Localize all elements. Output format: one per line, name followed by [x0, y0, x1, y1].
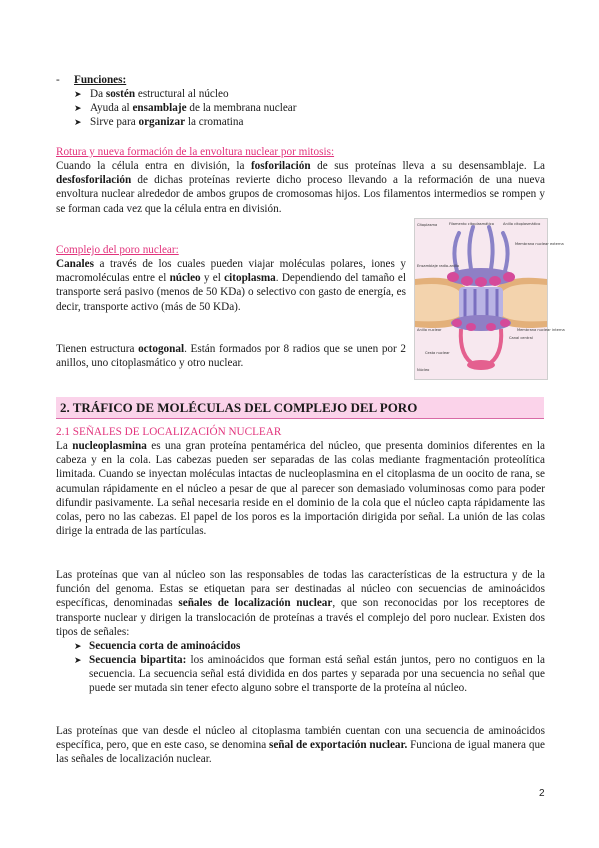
nuclear-pore-figure [414, 218, 565, 380]
page-number: 2 [539, 788, 545, 799]
arrow-bullet-icon: ➤ [74, 117, 82, 127]
figure-label: Cesta nuclear [425, 351, 450, 355]
list-item [74, 639, 545, 653]
list-item-text: Da sostén estructural al núcleo [90, 88, 229, 100]
arrow-bullet-icon: ➤ [74, 655, 82, 665]
figure-label: Canal central [509, 336, 533, 340]
section-heading-bar [56, 397, 544, 419]
arrow-bullet-icon: ➤ [74, 89, 82, 99]
dash-bullet: - [56, 74, 60, 86]
section-title: 2. TRÁFICO DE MOLÉCULAS DEL COMPLEJO DEL PORO [60, 400, 418, 415]
arrow-bullet-icon: ➤ [74, 103, 82, 113]
list-item [56, 101, 356, 115]
subsection-title: 2.1 SEÑALES DE LOCALIZACIÓN NUCLEAR [56, 426, 282, 438]
functions-heading: Funciones: [74, 74, 127, 86]
figure-label: Ensamblaje radio-anillo [417, 264, 460, 268]
nls-paragraph: Las proteínas que van al núcleo son las responsables de todas las características de la estructura y de la función del genoma. Estas se etiquetan para ser destinadas al núcleo con secuencias de aminoácidos específicas, denominadas señales de localización nuclear, que son reconocidas por los receptores de transporte nuclear y dirigen la translocación de proteínas a través el complejo del poro nuclear. Existen dos tipos de señales: [56, 569, 545, 638]
functions-heading-row [56, 73, 356, 87]
list-item [74, 653, 545, 695]
functions-list [56, 73, 356, 129]
list-item [56, 115, 356, 129]
figure-label: Anillo citoplasmático [503, 222, 541, 226]
export-paragraph: Las proteínas que van desde el núcleo al citoplasma también cuentan con una secuencia de aminoácidos específica, pero, que en este caso, se denomina señal de exportación nuclear. Funciona de igual manera que las señales de localización nuclear. [56, 725, 545, 766]
rotura-paragraph: Cuando la célula entra en división, la fosforilación de sus proteínas lleva a su desensamblaje. La desfosforilación de dichas proteínas revierte dicho proceso llevando a la reformación de una nueva envoltura nuclear alrededor de ambos grupos de cromosomas hijos. Los filamentos intermedios se rompen y se forman cada vez que la célula entra en división. [56, 160, 545, 215]
figure-label: Membrana nuclear interna [517, 328, 565, 332]
list-item-text: Ayuda al ensamblaje de la membrana nuclear [90, 102, 297, 114]
list-item [56, 87, 356, 101]
figure-label: Anillo nuclear [417, 328, 442, 332]
poro-paragraph-2: Tienen estructura octogonal. Están formados por 8 radios que se unen por 2 anillos, uno citoplasmático y otro nuclear. [56, 343, 406, 370]
list-item-text: Secuencia bipartita: los aminoácidos que forman está señal están juntos, pero no contiguos en la secuencia. La secuencia señal está dividida en dos partes y separada por una secuencia no señal que puede ser mutada sin tener efecto alguno sobre el transporte de la proteína al núcleo. [89, 654, 545, 694]
nucleoplasmin-paragraph: La nucleoplasmina es una gran proteína pentamérica del núcleo, que presenta dominios diferentes en la cabeza y en la cola. Las cabezas pueden ser separadas de las colas mediante fragmentación proteolítica limitada. Cuando se inyectan moléculas intactas de nucleoplasmina en el citoplasma de un oocito de rana, se acumulan rápidamente en el núcleo a pesar de que al parecer son demasiado voluminosas como para poder difundir pasivamente. La señal necesaria reside en el dominio de la cola que el núcleo capta rápidamente las colas, pero no las cabezas. El papel de los poros es la importación dirigida por señal. La unión de las colas dirige la entrada de las partículas. [56, 440, 545, 538]
arrow-bullet-icon: ➤ [74, 641, 82, 651]
list-item-text: Secuencia corta de aminoácidos [89, 640, 241, 652]
figure-label: Citoplasma [417, 223, 438, 227]
list-item-text: Sirve para organizar la cromatina [90, 116, 244, 128]
nuclear-pore-diagram [415, 219, 565, 379]
figure-label: Membrana nuclear externa [515, 242, 564, 246]
signal-types-list [74, 639, 545, 695]
rotura-heading: Rotura y nueva formación de la envoltura nuclear por mitosis: [56, 146, 335, 158]
figure-label: Núcleo [417, 368, 430, 372]
figure-label: Filamento citoplasmático [449, 222, 494, 226]
poro-heading: Complejo del poro nuclear: [56, 244, 179, 256]
poro-paragraph-1: Canales a través de los cuales pueden viajar moléculas polares, iones y macromoléculas entre el núcleo y el citoplasma. Dependiendo del tamaño el transporte será pasivo (menos de 50 KDa) o selectivo con gasto de energía, es decir, transporte activo (más de 50 KDa). [56, 258, 406, 313]
